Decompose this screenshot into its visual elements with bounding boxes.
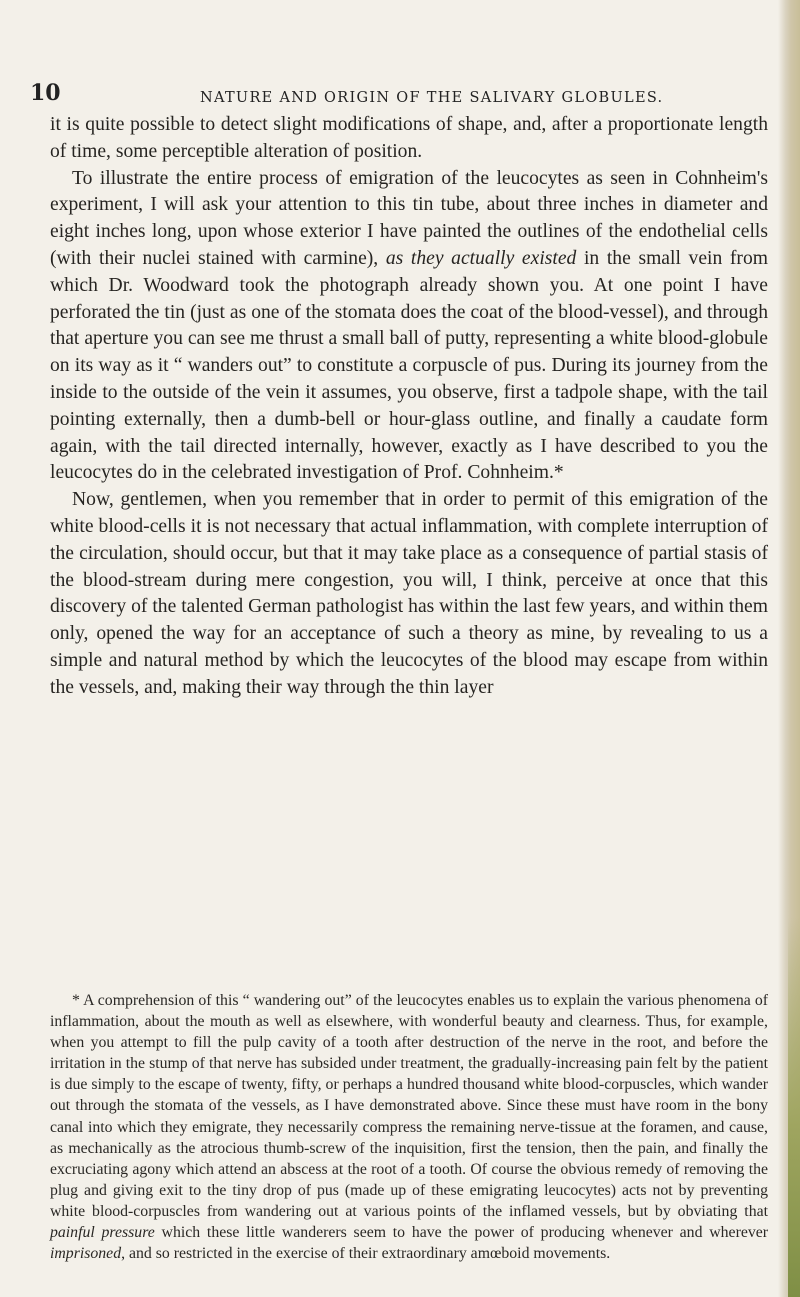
page-header [30,80,770,114]
page-number: 10 [30,80,61,106]
footnote-text-c: , and so restricted in the exercise of their extraordinary amœboid movements. [121,1245,611,1263]
footnote-emphasis-1: painful pressure [50,1224,155,1242]
main-text [50,112,768,702]
paragraph-3 [50,487,768,701]
paragraph-2-text-b: in the small vein from which Dr. Woodward took the photograph already shown you. At one point I have perforated the tin (just as one of the stomata does the coat of the blood-vessel), and through that aperture you can see me thrust a small ball of putty, representing a white blood-globule on its way as it “ wanders out” to constitute a corpuscle of pus. During its journey from the inside to the outside of the vein it assumes, you observe, first a tadpole shape, with the tail pointing externally, then a dumb-bell or hour-glass outline, and finally a caudate form again, with the tail directed internally, however, exactly as I have described to you the leucocytes do in the celebrated investigation of Prof. Cohnheim.* [50,247,768,484]
paragraph-2-emphasis: as they actually existed [385,247,577,269]
footnote-paragraph [50,990,768,1264]
paragraph-3-text: Now, gentlemen, when you remember that in order to permit of this emigration of the white blood-cells it is not necessary that actual inflammation, with complete interruption of the circulation, should occur, but that it may take place as a consequence of partial stasis of the blood-stream during mere congestion, you will, I think, perceive at once that this discovery of the talented German pathologist has within the last few years, and within them only, opened the way for an acceptance of such a theory as mine, by revealing to us a simple and natural method by which the leucocytes of the blood may escape from within the vessels, and, making their way through the thin layer [50,489,768,698]
paragraph-2-text-a: To illustrate the entire process of emigration of the leucocytes as seen in Cohnheim's experiment, I will ask your attention to this tin tube, about three inches in diameter and eight inches long, upon whose exterior I have painted the outlines of the endothelial cells (with their nuclei stained with carmine), [50,167,768,269]
paragraph-1 [50,112,768,166]
page-edge-discoloration [788,917,800,1297]
footnote-text-a: * A comprehension of this “ wandering out” of the leucocytes enables us to explain the various phenomena of inflammation, about the mouth as well as elsewhere, with wonderful beauty and clearness. Thus, for example, when you attempt to fill the pulp cavity of a tooth after destruction of the nerve in the root, and before the irritation in the stump of that nerve has subsided under treatment, the gradually-increasing pain felt by the patient is due simply to the escape of twenty, fifty, or perhaps a hundred thousand white blood-corpuscles, which wander out through the stomata of the vessels, as I have demonstrated above. Since these must have room in the bony canal into which they emigrate, they necessarily compress the remaining nerve-tissue at the foramen, and cause, as mechanically as the atrocious thumb-screw of the inquisition, first the tension, then the pain, and finally the excruciating agony which attend an abscess at the root of a tooth. Of course the obvious remedy of removing the plug and giving exit to the tiny drop of pus (made up of these emigrating leucocytes) acts not by preventing white blood-corpuscles from wandering out at various points of the inflamed vessels, but by obviating that [50,992,768,1220]
footnote-emphasis-2: imprisoned [50,1245,122,1263]
paragraph-1-text: it is quite possible to detect slight modifications of shape, and, after a proportionate length of time, some perceptible alteration of position. [50,114,768,162]
paragraph-2 [50,166,768,488]
footnote-text-b: which these little wanderers seem to have the power of producing whenever and wherever [154,1224,769,1242]
running-head: NATURE AND ORIGIN OF THE SALIVARY GLOBULES. [200,90,664,106]
footnote [50,990,768,1264]
